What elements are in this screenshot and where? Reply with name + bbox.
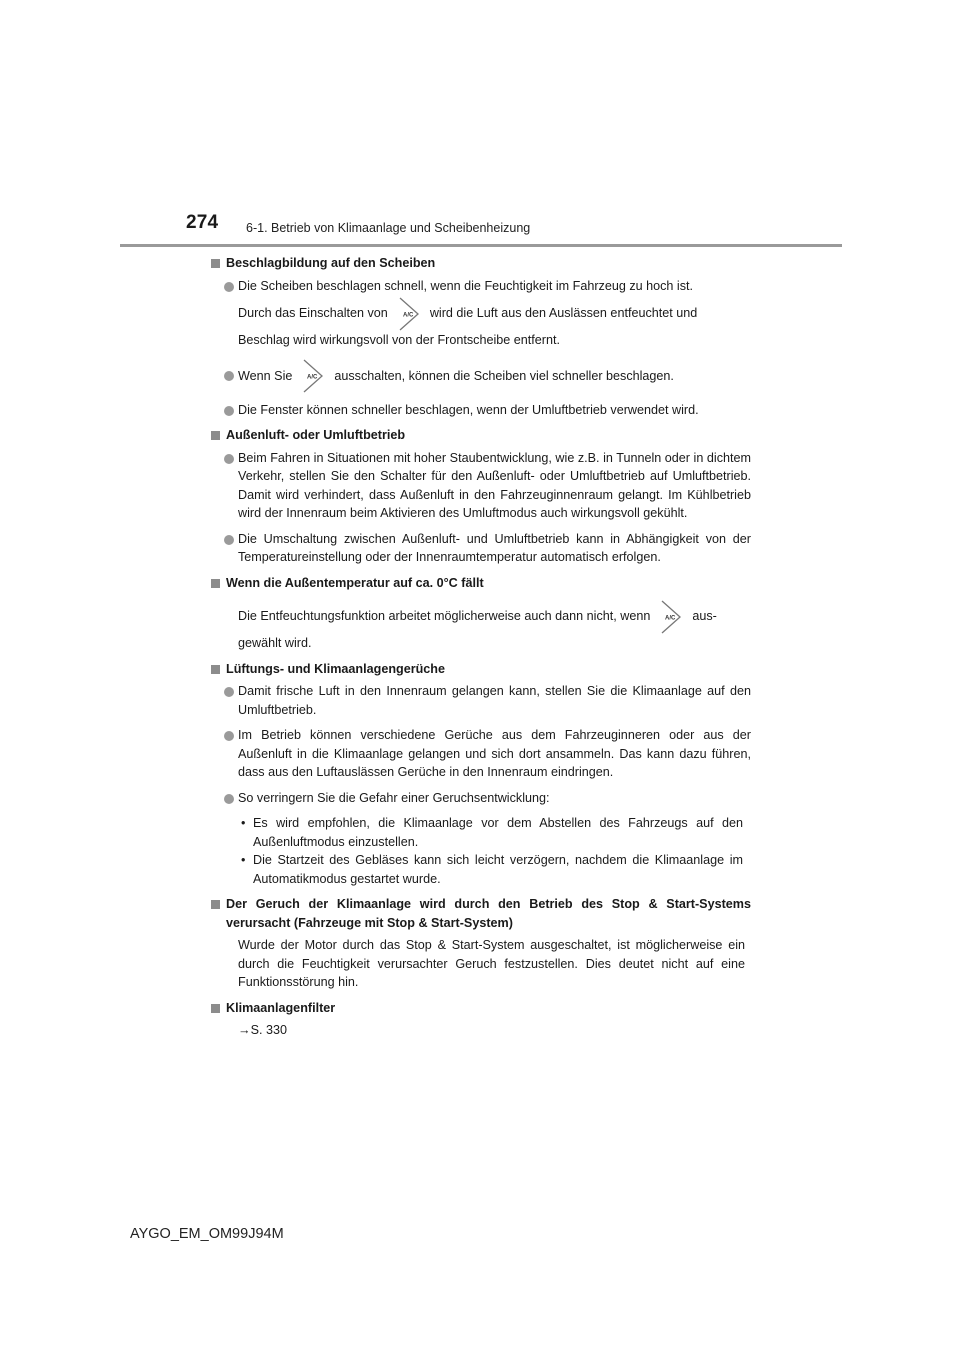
a-c-button-icon xyxy=(298,359,328,393)
paragraph: Die Entfeuchtungsfunktion arbeitet möglicherweise auch dann nicht, wenn A/C aus- gewählt wird. xyxy=(211,598,751,653)
heading-text: Lüftungs- und Klimaanlagengerüche xyxy=(226,661,446,676)
svg-text:A/C: A/C xyxy=(402,312,414,319)
bullet-text: Damit frische Luft in den Innenraum gelangen kann, stellen Sie die Klimaanlage auf den Umluftbetrieb. xyxy=(238,684,751,717)
sub-list-item: • Die Startzeit des Gebläses kann sich leicht verzögern, nachdem die Klimaanlage im Automatikmodus gestartet wurde. xyxy=(241,853,743,886)
bullet-text: Die Fenster können schneller beschlagen, wenn der Umluftbetrieb verwendet wird. xyxy=(238,402,699,417)
square-bullet-icon xyxy=(211,431,220,440)
dot-bullet-icon: • xyxy=(241,816,246,830)
heading-text: Beschlagbildung auf den Scheiben xyxy=(226,256,436,270)
sub-list-item: • Es wird empfohlen, die Klimaanlage vor dem Abstellen des Fahrzeugs auf den Außenluftmodus einzustellen. xyxy=(241,816,743,849)
list-item xyxy=(211,726,751,782)
section-heading-stop-start-odor xyxy=(211,895,751,932)
heading-text: Wenn die Außentemperatur auf ca. 0°C fällt xyxy=(226,575,484,590)
heading-text: Der Geruch der Klimaanlage wird durch den Betrieb des Stop & Start-Systems verursacht (Fahrzeuge mit Stop & Start-System) xyxy=(226,897,751,930)
list-item: Wenn Sie A/C ausschalten, können die Scheiben viel schneller beschlagen. xyxy=(211,358,751,394)
bullet-text: Die Umschaltung zwischen Außenluft- und Umluftbetrieb kann in Abhängigkeit von der Temperatureinstellung oder der Innenraumtemperatur automatisch erfolgen. xyxy=(238,531,751,564)
circle-bullet-icon xyxy=(224,406,234,416)
bullet-text: Beim Fahren in Situationen mit hoher Staubentwicklung, wie z.B. in Tunneln oder in dichtem Verkehr, stellen Sie den Schalter für den Außenluft- oder Umluftbetrieb auf Umluftbetrieb. Damit wird verhindert, dass Außenluft in den Fahrzeuginnenraum gelangt. Im Kühlbetrieb wird der Innenraum beim Aktivieren des Umluftmodus auch wirkungsvoll gekühlt. xyxy=(238,450,751,520)
circle-bullet-icon xyxy=(224,535,234,545)
square-bullet-icon xyxy=(211,259,220,268)
section-heading-outside-temperature xyxy=(211,574,751,593)
header-rule xyxy=(120,244,842,247)
section-heading-ac-filter xyxy=(211,999,751,1018)
square-bullet-icon xyxy=(211,900,220,909)
bullet-text: Beschlag wird wirkungsvoll von der Frontscheibe entfernt. xyxy=(238,333,560,347)
page-reference-link[interactable]: →S. 330 xyxy=(238,1023,288,1037)
heading-text: Außenluft- oder Umluftbetrieb xyxy=(226,428,406,442)
section-title: 6-1. Betrieb von Klimaanlage und Scheibenheizung xyxy=(246,221,531,235)
list-item xyxy=(211,530,751,567)
bullet-text: Die Scheiben beschlagen schnell, wenn die Feuchtigkeit im Fahrzeug zu hoch ist. xyxy=(238,278,694,293)
dot-bullet-icon: • xyxy=(241,853,246,867)
svg-text:A/C: A/C xyxy=(665,615,676,622)
bullet-text-with-icon: Durch das Einschalten von A/C wird die Luft aus den Auslässen entfeuchtet und xyxy=(238,295,751,331)
document-code: AYGO_EM_OM99J94M xyxy=(130,1226,284,1242)
section-heading-odors xyxy=(211,660,751,679)
paragraph: Wurde der Motor durch das Stop & Start-System ausgeschaltet, ist möglicherweise ein durch die Feuchtigkeit verursachter Geruch festzustellen. Dies deutet nicht auf eine Funktionsstörung hin. xyxy=(238,938,745,989)
square-bullet-icon xyxy=(211,1004,220,1013)
circle-bullet-icon xyxy=(224,731,234,741)
circle-bullet-icon xyxy=(224,794,234,804)
list-item xyxy=(211,449,751,523)
list-item xyxy=(211,401,751,420)
list-item xyxy=(211,789,751,808)
bullet-text: So verringern Sie die Gefahr einer Geruchsentwicklung: xyxy=(238,790,550,805)
list-item xyxy=(211,277,751,350)
square-bullet-icon xyxy=(211,579,220,588)
circle-bullet-icon xyxy=(224,687,234,697)
section-heading-air-mode xyxy=(211,426,751,445)
a-c-button-icon xyxy=(656,600,686,634)
bullet-text: Im Betrieb können verschiedene Gerüche aus dem Fahrzeuginneren oder aus der Außenluft in die Klimaanlage gelangen und sich dort ansammeln. Das kann dazu führen, dass aus den Luftauslässen Gerüche in den Innenraum eindringen. xyxy=(238,728,751,779)
page-content xyxy=(211,254,751,1040)
circle-bullet-icon xyxy=(224,282,234,292)
circle-bullet-icon xyxy=(224,371,234,381)
page-number: 274 xyxy=(186,212,219,233)
heading-text: Klimaanlagenfilter xyxy=(226,1000,336,1015)
list-item xyxy=(211,682,751,719)
square-bullet-icon xyxy=(211,665,220,674)
a-c-button-icon xyxy=(394,297,424,331)
svg-text:A/C: A/C xyxy=(307,374,318,381)
circle-bullet-icon xyxy=(224,454,234,464)
section-heading-fogging xyxy=(211,254,751,273)
